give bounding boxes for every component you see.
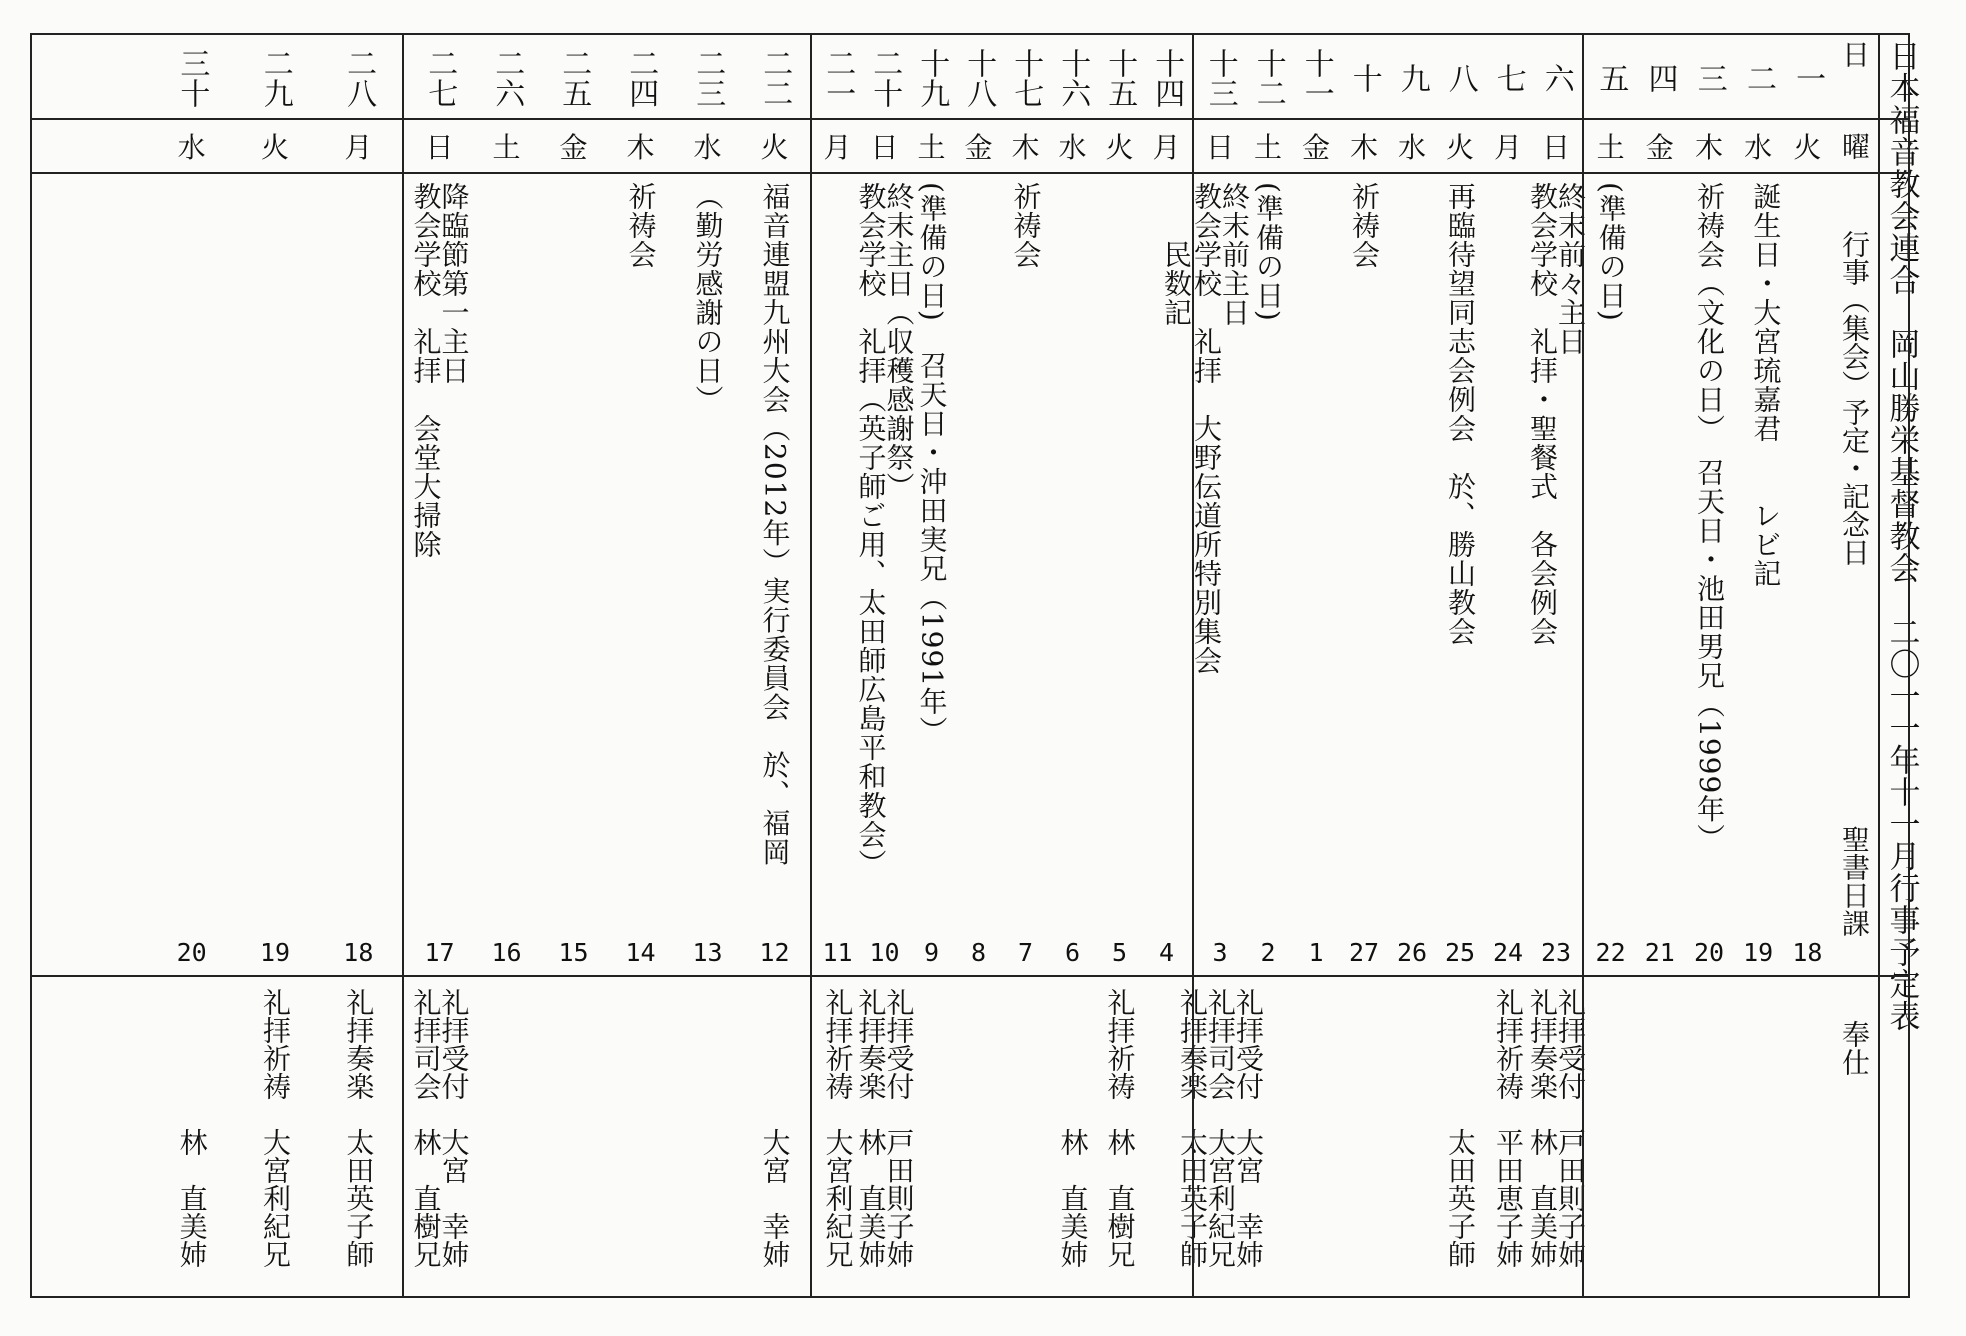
- day-column: [1734, 0, 1782, 1336]
- day-events: [1685, 182, 1733, 922]
- bible-chapter: 12: [759, 937, 790, 967]
- day-date: [1532, 40, 1580, 115]
- day-weekday: [1685, 122, 1733, 170]
- day-date: [1436, 40, 1484, 115]
- day-events-text: 降臨節第一主日 教会学校 礼拝 会堂大掃除: [409, 182, 471, 559]
- day-weekday: [1002, 122, 1050, 170]
- day-weekday: [1636, 122, 1684, 170]
- day-bible-reading: [1196, 932, 1244, 972]
- day-bible-reading: [416, 932, 464, 972]
- header-bible: 聖書日課: [1838, 825, 1871, 937]
- day-events-text: 祈祷会: [1009, 182, 1043, 269]
- day-date-text: 十: [1346, 62, 1382, 93]
- day-weekday-text: 日: [1205, 131, 1234, 164]
- header-date: 日: [1838, 40, 1871, 68]
- day-service: [751, 988, 799, 1288]
- day-bible-reading: [1636, 932, 1684, 972]
- day-service: [854, 988, 916, 1288]
- day-column: [617, 0, 665, 1336]
- bible-chapter: 20: [176, 937, 207, 967]
- day-column: [1526, 0, 1587, 1336]
- day-weekday-text: 金: [559, 131, 588, 164]
- bible-chapter: 16: [491, 937, 522, 967]
- day-date-text: 十八: [961, 47, 997, 108]
- day-bible-reading: [1340, 932, 1388, 972]
- day-date-text: 二五: [556, 47, 592, 108]
- day-weekday: [1340, 122, 1388, 170]
- day-weekday: [1143, 122, 1191, 170]
- day-service-text: 礼拝祈祷 大宮利紀兄: [259, 988, 292, 1268]
- day-date: [1196, 40, 1244, 115]
- day-weekday: [550, 122, 598, 170]
- day-date-text: 二九: [257, 47, 293, 108]
- bible-chapter: 27: [1348, 937, 1380, 967]
- day-date-text: 十三: [1202, 47, 1238, 108]
- day-service: [1526, 988, 1587, 1288]
- day-column: [1484, 0, 1532, 1336]
- day-date: [1244, 40, 1292, 115]
- day-date: [550, 40, 598, 115]
- day-weekday-text: 木: [1349, 131, 1378, 164]
- day-events-text: 祈祷会（文化の日） 召天日・池田男兄（1999年）: [1693, 182, 1726, 853]
- day-bible-reading: [168, 932, 216, 972]
- day-weekday: [1096, 122, 1144, 170]
- bible-chapter: 11: [822, 937, 853, 967]
- bible-chapter: 24: [1492, 937, 1524, 967]
- day-weekday: [1734, 122, 1782, 170]
- day-column: [1049, 0, 1097, 1336]
- day-events: [1244, 182, 1292, 922]
- day-date: [1685, 40, 1733, 115]
- day-column: [1587, 0, 1635, 1336]
- day-date: [955, 40, 1003, 115]
- day-bible-reading: [861, 932, 909, 972]
- day-date: [1587, 40, 1635, 115]
- day-date: [1096, 40, 1144, 115]
- day-service-text: 礼拝奏楽 太田英子師: [342, 988, 376, 1268]
- day-service: [814, 988, 862, 1288]
- day-date-text: 十九: [914, 47, 950, 108]
- day-weekday: [483, 122, 531, 170]
- day-column: [1685, 0, 1733, 1336]
- day-events: [684, 182, 732, 922]
- day-weekday: [1196, 122, 1244, 170]
- day-date-text: 二六: [489, 47, 525, 108]
- day-bible-reading: [751, 932, 799, 972]
- day-date-text: 十二: [1250, 47, 1286, 108]
- day-bible-reading: [1049, 932, 1097, 972]
- day-bible-reading: [955, 932, 1003, 972]
- day-events: [1526, 182, 1587, 922]
- day-events-text: (準備の日): [1594, 182, 1628, 322]
- day-date: [1049, 40, 1097, 115]
- bible-chapter: 7: [1017, 937, 1034, 967]
- day-weekday-text: 火: [1793, 131, 1822, 164]
- day-weekday-text: 火: [260, 131, 289, 164]
- day-events-text: (準備の日) 召天日・沖田実兄（1991年）: [915, 182, 949, 746]
- day-weekday-text: 金: [1645, 131, 1674, 164]
- bible-chapter: 6: [1064, 937, 1081, 967]
- day-bible-reading: [550, 932, 598, 972]
- day-events-text: (準備の日): [1252, 182, 1285, 322]
- day-bible-reading: [1587, 932, 1635, 972]
- day-date: [1636, 40, 1684, 115]
- day-bible-reading: [814, 932, 862, 972]
- day-service: [251, 988, 299, 1288]
- day-events: [1002, 182, 1050, 922]
- day-column: [168, 0, 216, 1336]
- day-bible-reading: [684, 932, 732, 972]
- day-weekday: [955, 122, 1003, 170]
- day-bible-reading: [334, 932, 382, 972]
- day-events: [409, 182, 471, 922]
- day-weekday-text: 水: [177, 131, 206, 164]
- day-weekday: [416, 122, 464, 170]
- day-bible-reading: [1436, 932, 1484, 972]
- day-column: [550, 0, 598, 1336]
- day-date: [814, 40, 862, 115]
- day-bible-reading: [1002, 932, 1050, 972]
- day-date: [684, 40, 732, 115]
- day-weekday-text: 日: [1541, 131, 1570, 164]
- bible-chapter: 17: [424, 937, 455, 967]
- day-events-text: 民数記: [1160, 240, 1193, 327]
- day-weekday: [1049, 122, 1097, 170]
- bible-chapter: 26: [1396, 937, 1428, 967]
- day-date-text: 九: [1394, 62, 1430, 93]
- day-weekday-text: 月: [1152, 131, 1181, 164]
- day-date-text: 二一: [820, 47, 856, 108]
- day-bible-reading: [908, 932, 956, 972]
- day-date-text: 二: [1740, 62, 1776, 93]
- day-bible-reading: [1143, 932, 1191, 972]
- day-weekday-text: 木: [1011, 131, 1040, 164]
- day-bible-reading: [483, 932, 531, 972]
- day-service-text: 礼拝受付 戸田則子姉 礼拝奏楽 林 直美姉: [854, 988, 916, 1268]
- day-weekday: [168, 122, 216, 170]
- day-date: [1340, 40, 1388, 115]
- day-column: [1096, 0, 1144, 1336]
- day-weekday: [751, 122, 799, 170]
- day-column: [334, 0, 382, 1336]
- day-date: [751, 40, 799, 115]
- day-date-text: 十一: [1298, 47, 1334, 108]
- day-date-text: 十四: [1149, 47, 1185, 108]
- day-weekday-text: 月: [1493, 131, 1522, 164]
- day-weekday-text: 日: [425, 131, 454, 164]
- day-events-text: 終末前々主日 教会学校 礼拝・聖餐式 各会例会: [1526, 182, 1587, 646]
- day-bible-reading: [1484, 932, 1532, 972]
- day-weekday-text: 水: [1744, 131, 1773, 164]
- bible-chapter: 3: [1212, 937, 1228, 967]
- day-weekday: [908, 122, 956, 170]
- day-service-text: 太田英子師: [1444, 988, 1477, 1268]
- day-date-text: 四: [1642, 62, 1678, 93]
- bible-chapter: 21: [1644, 937, 1675, 967]
- day-column: [409, 0, 471, 1336]
- day-bible-reading: [251, 932, 299, 972]
- day-weekday: [1587, 122, 1635, 170]
- header-events: 行事（集会）予定・記念日: [1838, 230, 1871, 566]
- day-date: [1292, 40, 1340, 115]
- day-events: [617, 182, 665, 922]
- title-text: 日本福音教会連合 岡山勝栄基督教会 二〇一一年十一月行事予定表: [1883, 40, 1920, 1032]
- day-column: [251, 0, 299, 1336]
- bible-chapter: 8: [970, 937, 987, 967]
- day-service: [1096, 988, 1144, 1288]
- day-date: [861, 40, 909, 115]
- day-date: [1388, 40, 1436, 115]
- day-service-text: 礼拝祈祷 平田恵子姉: [1492, 988, 1525, 1268]
- day-column: [483, 0, 531, 1336]
- day-events-text: 誕生日・大宮琉嘉君 レビ記: [1749, 182, 1783, 588]
- bible-chapter: 14: [625, 937, 656, 967]
- day-weekday-text: 金: [1301, 131, 1330, 164]
- day-weekday-text: 日: [870, 131, 899, 164]
- header-service: 奉仕: [1838, 1020, 1871, 1076]
- header-weekday: 曜: [1838, 132, 1871, 160]
- day-weekday: [684, 122, 732, 170]
- day-service-text: 礼拝受付 戸田則子姉 礼拝奏楽 林 直美姉: [1526, 988, 1587, 1268]
- day-weekday-text: 火: [760, 131, 789, 164]
- day-date-text: 七: [1490, 62, 1526, 93]
- day-column: [1143, 0, 1191, 1336]
- day-weekday-text: 火: [1105, 131, 1134, 164]
- day-weekday: [1532, 122, 1580, 170]
- day-weekday: [1436, 122, 1484, 170]
- day-bible-reading: [1292, 932, 1340, 972]
- bible-chapter: 4: [1158, 937, 1175, 967]
- day-date-text: 三: [1691, 62, 1727, 93]
- day-weekday: [1388, 122, 1436, 170]
- day-events: [854, 182, 916, 922]
- day-column: [684, 0, 732, 1336]
- bible-chapter: 2: [1260, 937, 1276, 967]
- day-weekday-text: 土: [917, 131, 946, 164]
- day-bible-reading: [1532, 932, 1580, 972]
- day-weekday-text: 金: [964, 131, 993, 164]
- day-date-text: 十六: [1055, 47, 1091, 108]
- day-weekday-text: 水: [1397, 131, 1426, 164]
- bible-chapter: 23: [1540, 937, 1572, 967]
- day-date-text: 二十: [867, 47, 903, 108]
- day-date: [334, 40, 382, 115]
- day-service-text: 礼拝祈祷 大宮利紀兄: [821, 988, 855, 1268]
- day-events-text: 祈祷会: [624, 182, 658, 269]
- day-weekday-text: 水: [1058, 131, 1087, 164]
- day-column: [854, 0, 916, 1336]
- day-weekday: [861, 122, 909, 170]
- day-service: [409, 988, 471, 1288]
- day-service-text: 礼拝受付 大宮 幸姉 礼拝司会 大宮利紀兄 礼拝奏楽 太田英子師: [1176, 988, 1265, 1268]
- day-service: [1176, 988, 1265, 1288]
- day-weekday: [1244, 122, 1292, 170]
- day-weekday-text: 木: [626, 131, 655, 164]
- day-service-text: 林 直美姉: [175, 988, 209, 1268]
- day-bible-reading: [1096, 932, 1144, 972]
- day-date-text: 十七: [1008, 47, 1044, 108]
- bible-chapter: 15: [558, 937, 589, 967]
- day-weekday: [1783, 122, 1831, 170]
- day-events-text: 終末前主日 教会学校 礼拝 大野伝道所特別集会: [1190, 182, 1251, 675]
- day-events: [1749, 182, 1831, 922]
- day-column: [751, 0, 799, 1336]
- day-events-text: 福音連盟九州大会（2012年）実行委員会 於、福岡: [758, 182, 792, 867]
- day-events: [1587, 182, 1635, 922]
- day-bible-reading: [617, 932, 665, 972]
- day-bible-reading: [1783, 932, 1831, 972]
- day-service: [334, 988, 382, 1288]
- bible-chapter: 19: [259, 937, 291, 967]
- day-date: [908, 40, 956, 115]
- day-weekday-text: 火: [1445, 131, 1474, 164]
- bible-chapter: 13: [692, 937, 723, 967]
- day-events-text: （勤労感謝の日）: [691, 182, 725, 414]
- day-weekday-text: 土: [492, 131, 521, 164]
- day-date-text: 二三: [690, 47, 726, 108]
- day-events: [751, 182, 799, 922]
- day-weekday: [814, 122, 862, 170]
- day-events-text: 再臨待望同志会例会 於、勝山教会: [1444, 182, 1477, 646]
- bible-chapter: 25: [1444, 937, 1476, 967]
- day-service-text: 礼拝受付 大宮 幸姉 礼拝司会 林 直樹兄: [409, 988, 471, 1268]
- day-weekday: [617, 122, 665, 170]
- day-weekday-text: 月: [823, 131, 852, 164]
- day-weekday: [251, 122, 299, 170]
- day-date: [617, 40, 665, 115]
- day-bible-reading: [1388, 932, 1436, 972]
- day-service: [1049, 988, 1097, 1288]
- day-date-text: 八: [1442, 62, 1478, 93]
- day-weekday-text: 木: [1694, 131, 1723, 164]
- day-column: [955, 0, 1003, 1336]
- day-date-text: 二二: [757, 47, 793, 108]
- day-service-text: 林 直美姉: [1056, 988, 1090, 1268]
- bible-chapter: 18: [343, 937, 374, 967]
- bible-chapter: 5: [1111, 937, 1128, 967]
- day-column: [1636, 0, 1684, 1336]
- day-events-text: 終末主日（収穫感謝祭） 教会学校 礼拝（英子師ご用、太田師広島平和教会）: [854, 182, 916, 878]
- week-separator: [1878, 35, 1880, 1297]
- day-date-text: 六: [1538, 62, 1574, 93]
- day-weekday-text: 土: [1596, 131, 1625, 164]
- bible-chapter: 10: [869, 937, 900, 967]
- day-bible-reading: [1734, 932, 1782, 972]
- day-date: [168, 40, 216, 115]
- day-date: [1783, 40, 1831, 115]
- day-date: [1002, 40, 1050, 115]
- bible-chapter: 1: [1308, 937, 1324, 967]
- day-date-text: 三十: [174, 47, 210, 108]
- day-service: [1436, 988, 1484, 1288]
- week-separator: [1582, 35, 1584, 1297]
- bible-chapter: 19: [1743, 937, 1774, 967]
- day-date: [483, 40, 531, 115]
- day-column: [1002, 0, 1050, 1336]
- day-date: [1734, 40, 1782, 115]
- day-date: [251, 40, 299, 115]
- day-events: [1190, 182, 1251, 922]
- day-bible-reading: [1685, 932, 1733, 972]
- bible-chapter: 9: [923, 937, 940, 967]
- bible-chapter: 20: [1693, 937, 1725, 967]
- day-date-text: 二七: [422, 47, 458, 108]
- day-date-text: 一: [1790, 62, 1826, 93]
- day-weekday-text: 水: [693, 131, 722, 164]
- day-date-text: 五: [1593, 62, 1629, 93]
- bible-chapter: 18: [1792, 937, 1823, 967]
- day-service-text: 礼拝祈祷 林 直樹兄: [1103, 988, 1137, 1268]
- bible-chapter: 22: [1595, 937, 1626, 967]
- day-date: [416, 40, 464, 115]
- day-events-text: 祈祷会: [1348, 182, 1381, 269]
- day-service-text: 大宮 幸姉: [758, 988, 792, 1268]
- week-separator: [810, 35, 812, 1297]
- day-date-text: 十五: [1102, 47, 1138, 108]
- day-weekday-text: 土: [1253, 131, 1282, 164]
- day-weekday: [1484, 122, 1532, 170]
- day-weekday-text: 月: [344, 131, 373, 164]
- day-date: [1484, 40, 1532, 115]
- day-column: [814, 0, 862, 1336]
- day-weekday: [334, 122, 382, 170]
- day-service: [1484, 988, 1532, 1288]
- day-date-text: 二八: [341, 47, 377, 108]
- day-bible-reading: [1244, 932, 1292, 972]
- day-date: [1143, 40, 1191, 115]
- week-separator: [402, 35, 404, 1297]
- day-weekday: [1292, 122, 1340, 170]
- day-date-text: 二四: [623, 47, 659, 108]
- day-service: [168, 988, 216, 1288]
- week-separator: [1192, 35, 1194, 1297]
